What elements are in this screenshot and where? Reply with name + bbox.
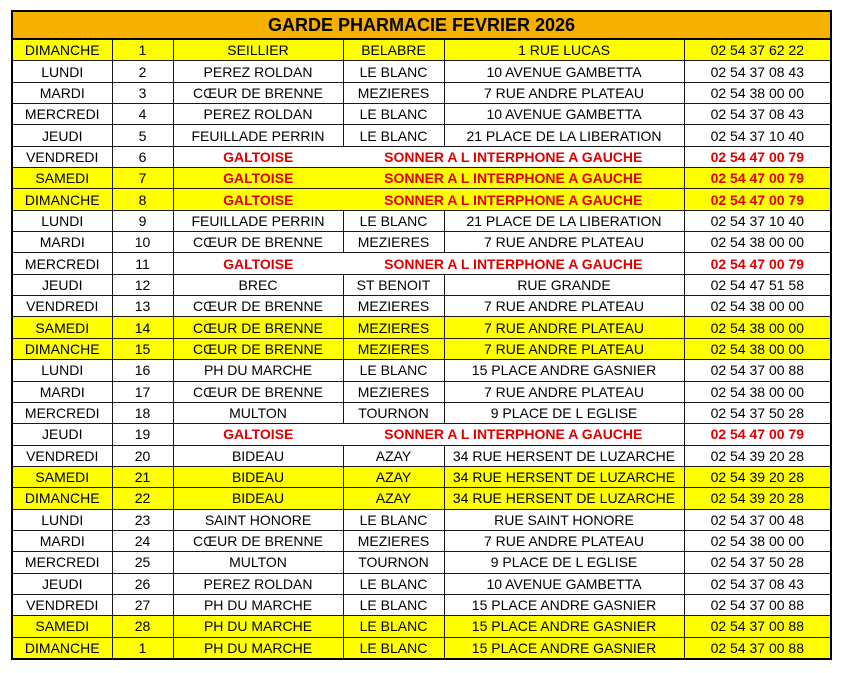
date-cell: 27 (112, 594, 173, 615)
date-cell: 1 (112, 637, 173, 659)
day-cell: MERCREDI (12, 552, 112, 573)
date-cell: 5 (112, 125, 173, 146)
table-row (12, 210, 831, 231)
phone-cell: 02 54 38 00 00 (684, 338, 831, 359)
date-cell: 2 (112, 61, 173, 82)
city-cell: LE BLANC (343, 360, 444, 381)
city-cell: MEZIERES (343, 82, 444, 103)
date-cell: 8 (112, 189, 173, 210)
table-row (12, 445, 831, 466)
date-cell: 18 (112, 402, 173, 423)
phone-cell: 02 54 38 00 00 (684, 296, 831, 317)
table-row (12, 189, 831, 210)
address-cell: RUE SAINT HONORE (444, 509, 684, 530)
date-cell: 7 (112, 168, 173, 189)
address-cell: 7 RUE ANDRE PLATEAU (444, 82, 684, 103)
table-row (12, 424, 831, 445)
day-cell: VENDREDI (12, 146, 112, 167)
table-row (12, 125, 831, 146)
phone-cell: 02 54 38 00 00 (684, 530, 831, 551)
date-cell: 26 (112, 573, 173, 594)
day-cell: MARDI (12, 530, 112, 551)
pharmacy-cell: GALTOISE (173, 189, 343, 210)
pharmacy-cell: GALTOISE (173, 146, 343, 167)
day-cell: JEUDI (12, 125, 112, 146)
table-row (12, 82, 831, 103)
pharmacy-cell: PEREZ ROLDAN (173, 573, 343, 594)
city-cell: BELABRE (343, 39, 444, 61)
phone-cell: 02 54 37 10 40 (684, 210, 831, 231)
phone-cell: 02 54 47 00 79 (684, 253, 831, 274)
day-cell: DIMANCHE (12, 488, 112, 509)
address-cell: RUE GRANDE (444, 274, 684, 295)
address-cell: 1 RUE LUCAS (444, 39, 684, 61)
table-row (12, 168, 831, 189)
date-cell: 23 (112, 509, 173, 530)
phone-cell: 02 54 47 00 79 (684, 146, 831, 167)
day-cell: SAMEDI (12, 466, 112, 487)
day-cell: SAMEDI (12, 317, 112, 338)
table-row (12, 466, 831, 487)
city-cell: TOURNON (343, 552, 444, 573)
phone-cell: 02 54 37 50 28 (684, 552, 831, 573)
phone-cell: 02 54 37 00 48 (684, 509, 831, 530)
note-cell: SONNER A L INTERPHONE A GAUCHE (343, 424, 684, 445)
date-cell: 22 (112, 488, 173, 509)
phone-cell: 02 54 37 08 43 (684, 61, 831, 82)
address-cell: 15 PLACE ANDRE GASNIER (444, 594, 684, 615)
day-cell: MARDI (12, 381, 112, 402)
day-cell: MERCREDI (12, 402, 112, 423)
city-cell: MEZIERES (343, 232, 444, 253)
day-cell: DIMANCHE (12, 39, 112, 61)
day-cell: VENDREDI (12, 594, 112, 615)
date-cell: 16 (112, 360, 173, 381)
date-cell: 9 (112, 210, 173, 231)
day-cell: LUNDI (12, 360, 112, 381)
schedule-rows (12, 39, 831, 659)
table-row (12, 616, 831, 637)
address-cell: 10 AVENUE GAMBETTA (444, 573, 684, 594)
date-cell: 11 (112, 253, 173, 274)
pharmacy-cell: CŒUR DE BRENNE (173, 317, 343, 338)
table-row (12, 317, 831, 338)
pharmacy-cell: CŒUR DE BRENNE (173, 232, 343, 253)
phone-cell: 02 54 47 00 79 (684, 424, 831, 445)
phone-cell: 02 54 47 00 79 (684, 189, 831, 210)
date-cell: 13 (112, 296, 173, 317)
city-cell: LE BLANC (343, 61, 444, 82)
address-cell: 7 RUE ANDRE PLATEAU (444, 232, 684, 253)
phone-cell: 02 54 37 00 88 (684, 594, 831, 615)
phone-cell: 02 54 37 10 40 (684, 125, 831, 146)
address-cell: 15 PLACE ANDRE GASNIER (444, 616, 684, 637)
city-cell: AZAY (343, 445, 444, 466)
city-cell: ST BENOIT (343, 274, 444, 295)
note-cell: SONNER A L INTERPHONE A GAUCHE (343, 168, 684, 189)
date-cell: 21 (112, 466, 173, 487)
date-cell: 24 (112, 530, 173, 551)
phone-cell: 02 54 37 00 88 (684, 616, 831, 637)
table-row (12, 360, 831, 381)
date-cell: 6 (112, 146, 173, 167)
pharmacy-cell: GALTOISE (173, 168, 343, 189)
date-cell: 28 (112, 616, 173, 637)
pharmacy-cell: CŒUR DE BRENNE (173, 530, 343, 551)
phone-cell: 02 54 47 00 79 (684, 168, 831, 189)
day-cell: VENDREDI (12, 296, 112, 317)
address-cell: 9 PLACE DE L EGLISE (444, 552, 684, 573)
day-cell: JEUDI (12, 573, 112, 594)
table-row (12, 402, 831, 423)
table-row (12, 573, 831, 594)
note-cell: SONNER A L INTERPHONE A GAUCHE (343, 253, 684, 274)
date-cell: 25 (112, 552, 173, 573)
pharmacy-cell: MULTON (173, 402, 343, 423)
pharmacy-cell: SEILLIER (173, 39, 343, 61)
day-cell: DIMANCHE (12, 189, 112, 210)
address-cell: 15 PLACE ANDRE GASNIER (444, 637, 684, 659)
day-cell: MERCREDI (12, 253, 112, 274)
pharmacy-cell: MULTON (173, 552, 343, 573)
address-cell: 10 AVENUE GAMBETTA (444, 104, 684, 125)
day-cell: JEUDI (12, 424, 112, 445)
note-cell: SONNER A L INTERPHONE A GAUCHE (343, 189, 684, 210)
pharmacy-cell: GALTOISE (173, 424, 343, 445)
phone-cell: 02 54 37 08 43 (684, 104, 831, 125)
note-cell: SONNER A L INTERPHONE A GAUCHE (343, 146, 684, 167)
city-cell: TOURNON (343, 402, 444, 423)
date-cell: 4 (112, 104, 173, 125)
phone-cell: 02 54 37 62 22 (684, 39, 831, 61)
day-cell: LUNDI (12, 509, 112, 530)
pharmacy-cell: BREC (173, 274, 343, 295)
address-cell: 34 RUE HERSENT DE LUZARCHE (444, 445, 684, 466)
city-cell: LE BLANC (343, 509, 444, 530)
table-row (12, 274, 831, 295)
day-cell: DIMANCHE (12, 637, 112, 659)
table-row (12, 488, 831, 509)
table-row (12, 381, 831, 402)
address-cell: 34 RUE HERSENT DE LUZARCHE (444, 488, 684, 509)
date-cell: 10 (112, 232, 173, 253)
pharmacy-cell: CŒUR DE BRENNE (173, 296, 343, 317)
city-cell: MEZIERES (343, 317, 444, 338)
phone-cell: 02 54 38 00 00 (684, 317, 831, 338)
date-cell: 20 (112, 445, 173, 466)
address-cell: 21 PLACE DE LA LIBERATION (444, 125, 684, 146)
city-cell: LE BLANC (343, 594, 444, 615)
pharmacy-cell: BIDEAU (173, 488, 343, 509)
address-cell: 7 RUE ANDRE PLATEAU (444, 530, 684, 551)
table-row (12, 552, 831, 573)
address-cell: 7 RUE ANDRE PLATEAU (444, 317, 684, 338)
phone-cell: 02 54 37 08 43 (684, 573, 831, 594)
address-cell: 7 RUE ANDRE PLATEAU (444, 381, 684, 402)
city-cell: LE BLANC (343, 210, 444, 231)
pharmacy-cell: PEREZ ROLDAN (173, 61, 343, 82)
table-row (12, 61, 831, 82)
pharmacy-cell: CŒUR DE BRENNE (173, 338, 343, 359)
table-row (12, 253, 831, 274)
city-cell: MEZIERES (343, 530, 444, 551)
pharmacy-cell: PH DU MARCHE (173, 360, 343, 381)
table-row (12, 338, 831, 359)
date-cell: 12 (112, 274, 173, 295)
day-cell: LUNDI (12, 61, 112, 82)
pharmacy-cell: GALTOISE (173, 253, 343, 274)
address-cell: 7 RUE ANDRE PLATEAU (444, 296, 684, 317)
date-cell: 3 (112, 82, 173, 103)
address-cell: 9 PLACE DE L EGLISE (444, 402, 684, 423)
day-cell: DIMANCHE (12, 338, 112, 359)
city-cell: LE BLANC (343, 125, 444, 146)
day-cell: SAMEDI (12, 616, 112, 637)
city-cell: LE BLANC (343, 573, 444, 594)
day-cell: JEUDI (12, 274, 112, 295)
table-row (12, 509, 831, 530)
day-cell: MARDI (12, 232, 112, 253)
pharmacy-cell: SAINT HONORE (173, 509, 343, 530)
pharmacy-cell: FEUILLADE PERRIN (173, 210, 343, 231)
pharmacy-cell: PH DU MARCHE (173, 616, 343, 637)
phone-cell: 02 54 47 51 58 (684, 274, 831, 295)
date-cell: 15 (112, 338, 173, 359)
table-row (12, 296, 831, 317)
date-cell: 19 (112, 424, 173, 445)
day-cell: MARDI (12, 82, 112, 103)
pharmacy-cell: BIDEAU (173, 445, 343, 466)
city-cell: MEZIERES (343, 338, 444, 359)
city-cell: AZAY (343, 466, 444, 487)
address-cell: 15 PLACE ANDRE GASNIER (444, 360, 684, 381)
address-cell: 10 AVENUE GAMBETTA (444, 61, 684, 82)
pharmacy-cell: CŒUR DE BRENNE (173, 381, 343, 402)
table-row (12, 232, 831, 253)
title-row (12, 11, 831, 39)
pharmacy-cell: PH DU MARCHE (173, 637, 343, 659)
page-title: GARDE PHARMACIE FEVRIER 2026 (12, 11, 831, 39)
table-row (12, 104, 831, 125)
pharmacy-cell: PEREZ ROLDAN (173, 104, 343, 125)
date-cell: 14 (112, 317, 173, 338)
phone-cell: 02 54 37 00 88 (684, 637, 831, 659)
phone-cell: 02 54 39 20 28 (684, 445, 831, 466)
city-cell: AZAY (343, 488, 444, 509)
pharmacy-cell: FEUILLADE PERRIN (173, 125, 343, 146)
date-cell: 1 (112, 39, 173, 61)
city-cell: LE BLANC (343, 104, 444, 125)
table-row (12, 146, 831, 167)
table-row (12, 637, 831, 659)
phone-cell: 02 54 39 20 28 (684, 466, 831, 487)
phone-cell: 02 54 38 00 00 (684, 232, 831, 253)
city-cell: MEZIERES (343, 296, 444, 317)
phone-cell: 02 54 38 00 00 (684, 381, 831, 402)
table-row (12, 594, 831, 615)
pharmacy-cell: PH DU MARCHE (173, 594, 343, 615)
city-cell: LE BLANC (343, 637, 444, 659)
day-cell: SAMEDI (12, 168, 112, 189)
day-cell: MERCREDI (12, 104, 112, 125)
address-cell: 7 RUE ANDRE PLATEAU (444, 338, 684, 359)
date-cell: 17 (112, 381, 173, 402)
address-cell: 21 PLACE DE LA LIBERATION (444, 210, 684, 231)
pharmacy-cell: CŒUR DE BRENNE (173, 82, 343, 103)
city-cell: LE BLANC (343, 616, 444, 637)
phone-cell: 02 54 39 20 28 (684, 488, 831, 509)
phone-cell: 02 54 37 50 28 (684, 402, 831, 423)
phone-cell: 02 54 37 00 88 (684, 360, 831, 381)
day-cell: LUNDI (12, 210, 112, 231)
city-cell: MEZIERES (343, 381, 444, 402)
pharmacy-cell: BIDEAU (173, 466, 343, 487)
phone-cell: 02 54 38 00 00 (684, 82, 831, 103)
table-row (12, 530, 831, 551)
pharmacy-schedule-table (11, 10, 832, 660)
table-row (12, 39, 831, 61)
day-cell: VENDREDI (12, 445, 112, 466)
address-cell: 34 RUE HERSENT DE LUZARCHE (444, 466, 684, 487)
